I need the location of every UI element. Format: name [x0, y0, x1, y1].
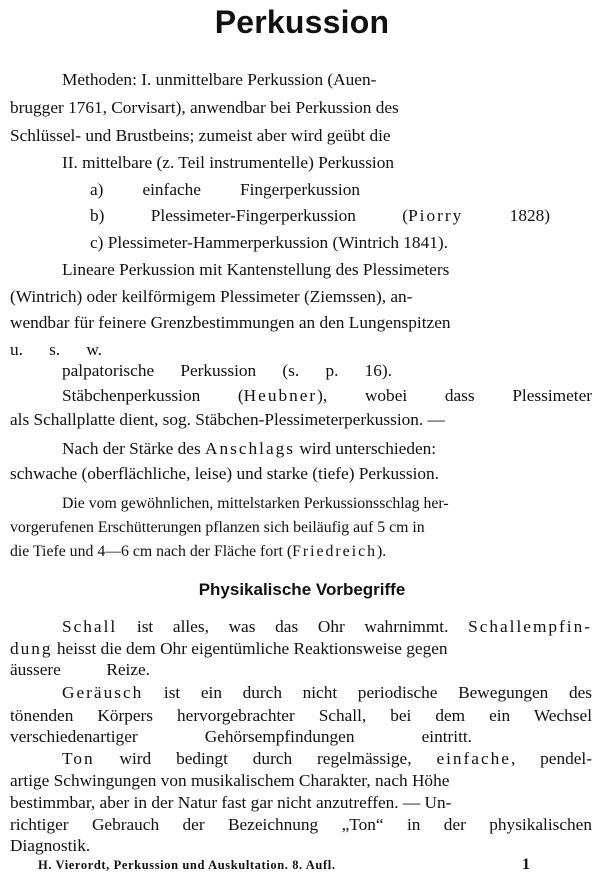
- text-line: [62, 386, 592, 406]
- line-text: a) einfache Fingerperkussion: [90, 180, 360, 199]
- line-text: richtiger Gebrauch der Bezeichnung „Ton“ in der physikalischen: [10, 815, 592, 834]
- line-text: , pendel-: [510, 749, 592, 768]
- text-line: [10, 815, 592, 835]
- emphasis-text: einfache: [436, 749, 511, 768]
- line-text: c) Plessimeter-Hammerperkussion (Wintrich 1841).: [90, 233, 448, 252]
- text-line: [10, 793, 451, 813]
- text-line: [62, 153, 394, 173]
- line-text: Diagnostik.: [10, 836, 91, 855]
- line-text: ).: [377, 543, 387, 560]
- line-text: u. s. w.: [10, 340, 102, 359]
- line-text: wird bedingt durch regelmässige,: [94, 749, 437, 768]
- emphasis-text: Schallempfin-: [468, 617, 592, 636]
- line-text: palpatorische Perkussion (s. p. 16).: [62, 361, 392, 380]
- emphasis-text: Schall: [62, 617, 118, 636]
- text-line: [10, 771, 449, 791]
- line-text: brugger 1761, Corvisart), anwendbar bei Perkussion des: [10, 98, 399, 117]
- text-line: [10, 706, 592, 726]
- line-text: Schlüssel- und Brustbeins; zumeist aber wird geübt die: [10, 126, 391, 145]
- emphasis-text: Anschlags: [205, 439, 295, 458]
- emphasis-text: dung: [10, 639, 53, 658]
- line-text: ), wobei dass Plessimeter: [317, 386, 592, 405]
- text-line: [62, 70, 376, 90]
- line-text: artige Schwingungen von musikalischem Charakter, nach Höhe: [10, 771, 450, 790]
- line-text: vorgerufenen Erschütterungen pflanzen sich beiläufig auf 5 cm in: [10, 519, 425, 536]
- section-title: Physikalische Vorbegriffe: [198, 580, 406, 599]
- text-line: [10, 126, 391, 146]
- text-line: [62, 617, 592, 637]
- line-text: heisst die dem Ohr eigentümliche Reaktionsweise gegen: [52, 639, 448, 658]
- text-line: [62, 361, 392, 381]
- line-text: (Wintrich) oder keilförmigem Plessimeter (Ziemssen), an-: [10, 287, 413, 306]
- text-line: [62, 260, 449, 280]
- line-text: Stäbchenperkussion (: [62, 386, 244, 405]
- text-line: [10, 410, 445, 430]
- line-text: schwache (oberflächliche, leise) und starke (tiefe) Perkussion.: [10, 464, 439, 483]
- emphasis-text: Ton: [62, 749, 95, 768]
- text-line: [90, 180, 360, 200]
- line-text: bestimmbar, aber in der Natur fast gar nicht anzutreffen. — Un-: [10, 793, 452, 812]
- line-text: ist alles, was das Ohr wahrnimmt.: [117, 617, 469, 636]
- line-text: ist ein durch nicht periodische Bewegungen des: [143, 683, 592, 702]
- text-line: [90, 206, 550, 226]
- text-line: [62, 494, 449, 514]
- text-line: [10, 518, 425, 538]
- text-line: [90, 233, 448, 253]
- text-line: [10, 287, 412, 307]
- line-text: die Tiefe und 4—6 cm nach der Fläche fort (: [10, 543, 293, 560]
- line-text: wird unterschieden:: [295, 439, 437, 458]
- text-line: [10, 639, 448, 659]
- text-line: [10, 727, 472, 747]
- line-text: äussere Reize.: [10, 660, 150, 679]
- line-text: Die vom gewöhnlichen, mittelstarken Perkussionsschlag her-: [62, 495, 449, 512]
- page-title: Perkussion: [214, 4, 390, 40]
- text-line: [10, 313, 451, 333]
- emphasis-text: Friedreich: [292, 543, 377, 560]
- emphasis-text: Piorry: [408, 206, 464, 225]
- text-line: [10, 340, 102, 360]
- line-text: verschiedenartiger Gehörsempfindungen eintritt.: [10, 727, 472, 746]
- emphasis-text: Heubner: [243, 386, 318, 405]
- page-number: 1: [522, 856, 530, 873]
- text-line: [10, 464, 439, 484]
- line-text: 1828): [463, 206, 550, 225]
- text-line: [62, 749, 592, 769]
- footer-citation: H. Vierordt, Perkussion und Auskultation. 8. Aufl.: [38, 858, 336, 872]
- line-text: II. mittelbare (z. Teil instrumentelle) Perkussion: [62, 153, 395, 172]
- text-line: [10, 542, 386, 562]
- line-text: Lineare Perkussion mit Kantenstellung des Plessimeters: [62, 260, 450, 279]
- line-text: als Schallplatte dient, sog. Stäbchen-Plessimeterperkussion. —: [10, 410, 445, 429]
- line-text: wendbar für feinere Grenzbestimmungen an den Lungenspitzen: [10, 313, 451, 332]
- text-line: [10, 660, 150, 680]
- text-line: [62, 683, 592, 703]
- text-line: [10, 98, 399, 118]
- text-line: [10, 836, 90, 856]
- line-text: b) Plessimeter-Fingerperkussion (: [90, 206, 409, 225]
- emphasis-text: Geräusch: [62, 683, 144, 702]
- line-text: Methoden: I. unmittelbare Perkussion (Auen-: [62, 70, 377, 89]
- text-line: [62, 439, 436, 459]
- line-text: tönenden Körpers hervorgebrachter Schall, bei dem ein Wechsel: [10, 706, 592, 725]
- line-text: Nach der Stärke des: [62, 439, 205, 458]
